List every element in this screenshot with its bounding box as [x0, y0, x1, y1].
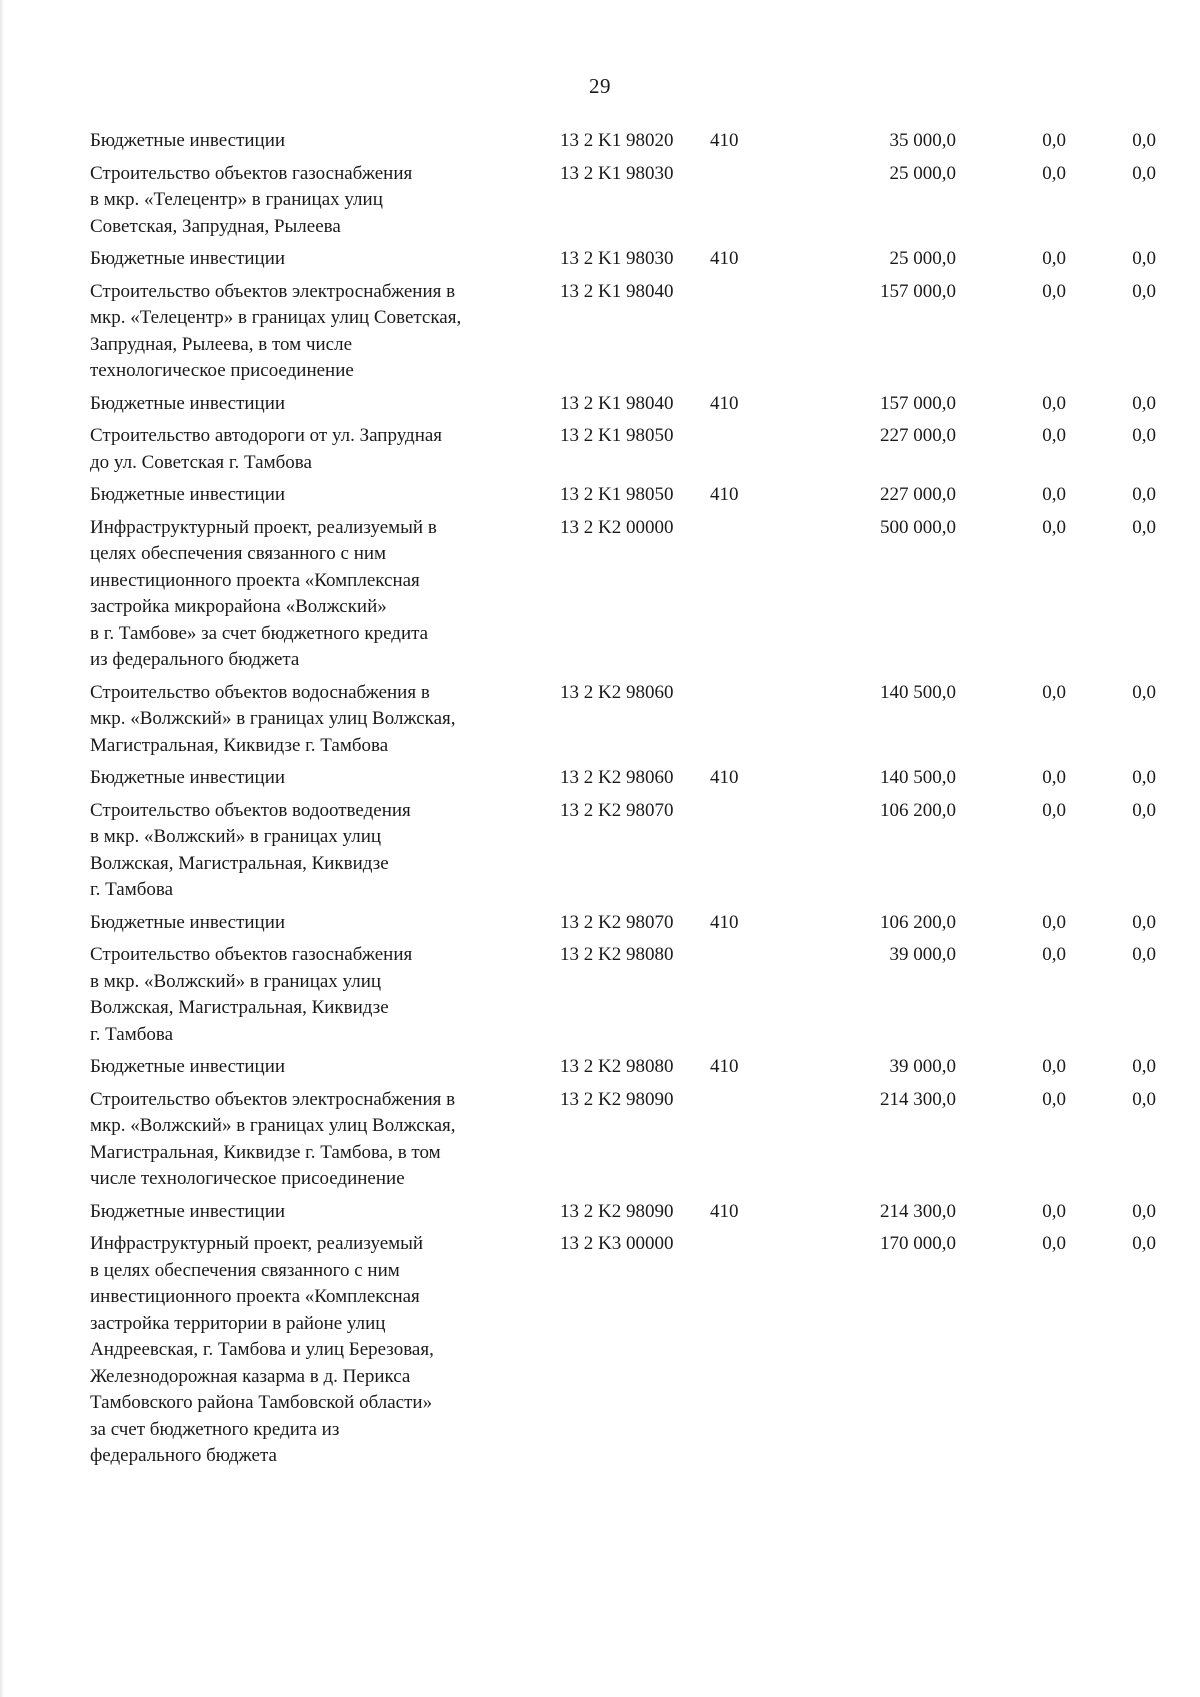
row-name: Строительство автодороги от ул. Запрудная до ул. Советская г. Тамбова — [90, 425, 443, 473]
row-expense-type — [710, 942, 770, 1054]
row-target-code: 13 2 K2 98060 — [560, 767, 674, 788]
row-amount-year-1: 35 000,0 — [889, 130, 956, 151]
row-amount-year-2: 0,0 — [1042, 392, 1066, 414]
table-row — [90, 942, 1156, 1054]
row-target-code: 13 2 K1 98020 — [560, 130, 674, 151]
row-amount-year-3: 0,0 — [1132, 280, 1156, 302]
row-target-code: 13 2 K1 98050 — [560, 425, 674, 446]
table-row — [90, 1054, 1156, 1087]
row-amount-year-3: 0,0 — [1132, 1056, 1156, 1077]
row-amount-year-2: 0,0 — [1042, 681, 1066, 703]
row-target-code: 13 2 K2 98070 — [560, 911, 674, 933]
page-number: 29 — [589, 74, 611, 98]
row-expense-type: 410 — [710, 484, 739, 505]
row-amount-year-2: 0,0 — [1042, 280, 1066, 302]
row-expense-type — [710, 161, 770, 247]
row-name: Бюджетные инвестиции — [90, 767, 286, 788]
row-amount-year-3: 0,0 — [1132, 130, 1156, 151]
row-target-code: 13 2 K2 98080 — [560, 944, 674, 965]
row-name: Строительство объектов электроснабжения в мкр. «Волжский» в границах улиц Волжская, Магистральная, Киквидзе г. Тамбова, в том числе технологическое присоединение — [90, 1088, 456, 1189]
table-row — [90, 765, 1156, 798]
row-expense-type: 410 — [710, 911, 739, 933]
row-amount-year-3: 0,0 — [1132, 944, 1156, 965]
row-name: Строительство объектов газоснабжения в мкр. «Волжский» в границах улиц Волжская, Магистральная, Киквидзе г. Тамбова — [90, 944, 413, 1045]
budget-table — [90, 128, 1156, 1476]
row-target-code: 13 2 K3 00000 — [560, 1233, 674, 1254]
row-amount-year-2: 0,0 — [1042, 425, 1066, 446]
row-expense-type: 410 — [710, 392, 739, 414]
table-row — [90, 128, 1156, 161]
row-amount-year-2: 0,0 — [1042, 162, 1066, 184]
row-amount-year-3: 0,0 — [1132, 425, 1156, 446]
budget-table-body — [90, 128, 1156, 1476]
row-amount-year-2: 0,0 — [1042, 516, 1066, 538]
row-name: Строительство объектов газоснабжения в мкр. «Телецентр» в границах улиц Советская, Запрудная, Рылеева — [90, 162, 413, 237]
row-target-code: 13 2 K1 98040 — [560, 392, 674, 414]
row-expense-type — [710, 515, 770, 680]
row-target-code: 13 2 K1 98050 — [560, 484, 674, 505]
scan-edge-shadow — [0, 0, 4, 1697]
row-amount-year-3: 0,0 — [1132, 392, 1156, 414]
row-expense-type — [710, 1087, 770, 1199]
row-amount-year-3: 0,0 — [1132, 1200, 1156, 1222]
table-row — [90, 423, 1156, 482]
table-row — [90, 279, 1156, 391]
row-amount-year-3: 0,0 — [1132, 767, 1156, 788]
row-amount-year-1: 214 300,0 — [880, 1200, 956, 1222]
row-amount-year-2: 0,0 — [1042, 484, 1066, 505]
row-expense-type — [710, 423, 770, 482]
row-name: Бюджетные инвестиции — [90, 911, 286, 933]
row-amount-year-2: 0,0 — [1042, 1233, 1066, 1254]
row-target-code: 13 2 K1 98030 — [560, 162, 674, 184]
row-amount-year-1: 227 000,0 — [880, 425, 956, 446]
row-amount-year-3: 0,0 — [1132, 681, 1156, 703]
row-target-code: 13 2 K1 98040 — [560, 280, 674, 302]
row-expense-type — [710, 279, 770, 391]
row-amount-year-1: 157 000,0 — [880, 392, 956, 414]
row-expense-type: 410 — [710, 1056, 739, 1077]
row-expense-type: 410 — [710, 767, 739, 788]
row-expense-type — [710, 680, 770, 766]
row-amount-year-3: 0,0 — [1132, 911, 1156, 933]
table-row — [90, 680, 1156, 766]
row-amount-year-1: 227 000,0 — [880, 484, 956, 505]
row-name: Строительство объектов водоснабжения в мкр. «Волжский» в границах улиц Волжская, Магистральная, Киквидзе г. Тамбова — [90, 681, 456, 756]
row-amount-year-1: 157 000,0 — [880, 280, 956, 302]
table-row — [90, 1231, 1156, 1476]
table-row — [90, 482, 1156, 515]
row-amount-year-1: 140 500,0 — [880, 767, 956, 788]
row-amount-year-1: 214 300,0 — [880, 1088, 956, 1110]
row-amount-year-3: 0,0 — [1132, 1233, 1156, 1254]
table-row — [90, 515, 1156, 680]
row-amount-year-3: 0,0 — [1132, 248, 1156, 269]
row-amount-year-1: 106 200,0 — [880, 799, 956, 821]
row-expense-type: 410 — [710, 248, 739, 269]
row-target-code: 13 2 K2 98070 — [560, 799, 674, 821]
table-row — [90, 1199, 1156, 1232]
table-row — [90, 1087, 1156, 1199]
row-target-code: 13 2 K2 98080 — [560, 1056, 674, 1077]
row-target-code: 13 2 K2 98090 — [560, 1200, 674, 1222]
row-name: Инфраструктурный проект, реализуемый в целях обеспечения связанного с ним инвестиционного проекта «Комплексная застройка территории в районе улиц Андреевская, г. Тамбова и улиц Березовая, Железнодорожная казарма в д. Перикса Тамбовского района Тамбовской области» за счет бюджетного кредита из федерального бюджета — [90, 1233, 434, 1466]
row-amount-year-3: 0,0 — [1132, 484, 1156, 505]
row-name: Бюджетные инвестиции — [90, 130, 286, 151]
row-target-code: 13 2 K2 00000 — [560, 516, 674, 538]
row-name: Бюджетные инвестиции — [90, 1056, 286, 1077]
row-name: Бюджетные инвестиции — [90, 248, 286, 269]
table-row — [90, 246, 1156, 279]
row-amount-year-2: 0,0 — [1042, 1056, 1066, 1077]
row-amount-year-2: 0,0 — [1042, 130, 1066, 151]
row-amount-year-3: 0,0 — [1132, 516, 1156, 538]
row-amount-year-1: 25 000,0 — [889, 162, 956, 184]
row-amount-year-2: 0,0 — [1042, 1088, 1066, 1110]
row-expense-type — [710, 798, 770, 910]
row-amount-year-2: 0,0 — [1042, 1200, 1066, 1222]
row-amount-year-2: 0,0 — [1042, 248, 1066, 269]
row-name: Строительство объектов водоотведения в мкр. «Волжский» в границах улиц Волжская, Магистральная, Киквидзе г. Тамбова — [90, 799, 411, 900]
row-amount-year-2: 0,0 — [1042, 799, 1066, 821]
row-amount-year-3: 0,0 — [1132, 1088, 1156, 1110]
row-expense-type: 410 — [710, 130, 739, 151]
row-name: Бюджетные инвестиции — [90, 1200, 286, 1222]
row-name: Строительство объектов электроснабжения в мкр. «Телецентр» в границах улиц Советская, Запрудная, Рылеева, в том числе технологическое присоединение — [90, 280, 462, 381]
row-target-code: 13 2 K2 98060 — [560, 681, 674, 703]
row-name: Бюджетные инвестиции — [90, 392, 286, 414]
table-row — [90, 391, 1156, 424]
row-target-code: 13 2 K2 98090 — [560, 1088, 674, 1110]
table-row — [90, 161, 1156, 247]
table-row — [90, 798, 1156, 910]
row-amount-year-3: 0,0 — [1132, 799, 1156, 821]
row-amount-year-2: 0,0 — [1042, 944, 1066, 965]
row-target-code: 13 2 K1 98030 — [560, 248, 674, 269]
row-amount-year-1: 106 200,0 — [880, 911, 956, 933]
row-amount-year-1: 500 000,0 — [880, 516, 956, 538]
row-amount-year-2: 0,0 — [1042, 767, 1066, 788]
table-row — [90, 910, 1156, 943]
row-amount-year-1: 39 000,0 — [889, 1056, 956, 1077]
row-amount-year-3: 0,0 — [1132, 162, 1156, 184]
row-expense-type — [710, 1231, 770, 1476]
row-name: Бюджетные инвестиции — [90, 484, 286, 505]
row-name: Инфраструктурный проект, реализуемый в целях обеспечения связанного с ним инвестиционного проекта «Комплексная застройка микрорайона «Волжский» в г. Тамбове» за счет бюджетного кредита из федерального бюджета — [90, 516, 437, 670]
row-amount-year-1: 140 500,0 — [880, 681, 956, 703]
row-amount-year-2: 0,0 — [1042, 911, 1066, 933]
row-amount-year-1: 25 000,0 — [889, 248, 956, 269]
row-expense-type: 410 — [710, 1200, 739, 1222]
row-amount-year-1: 39 000,0 — [889, 944, 956, 965]
row-amount-year-1: 170 000,0 — [880, 1233, 956, 1254]
